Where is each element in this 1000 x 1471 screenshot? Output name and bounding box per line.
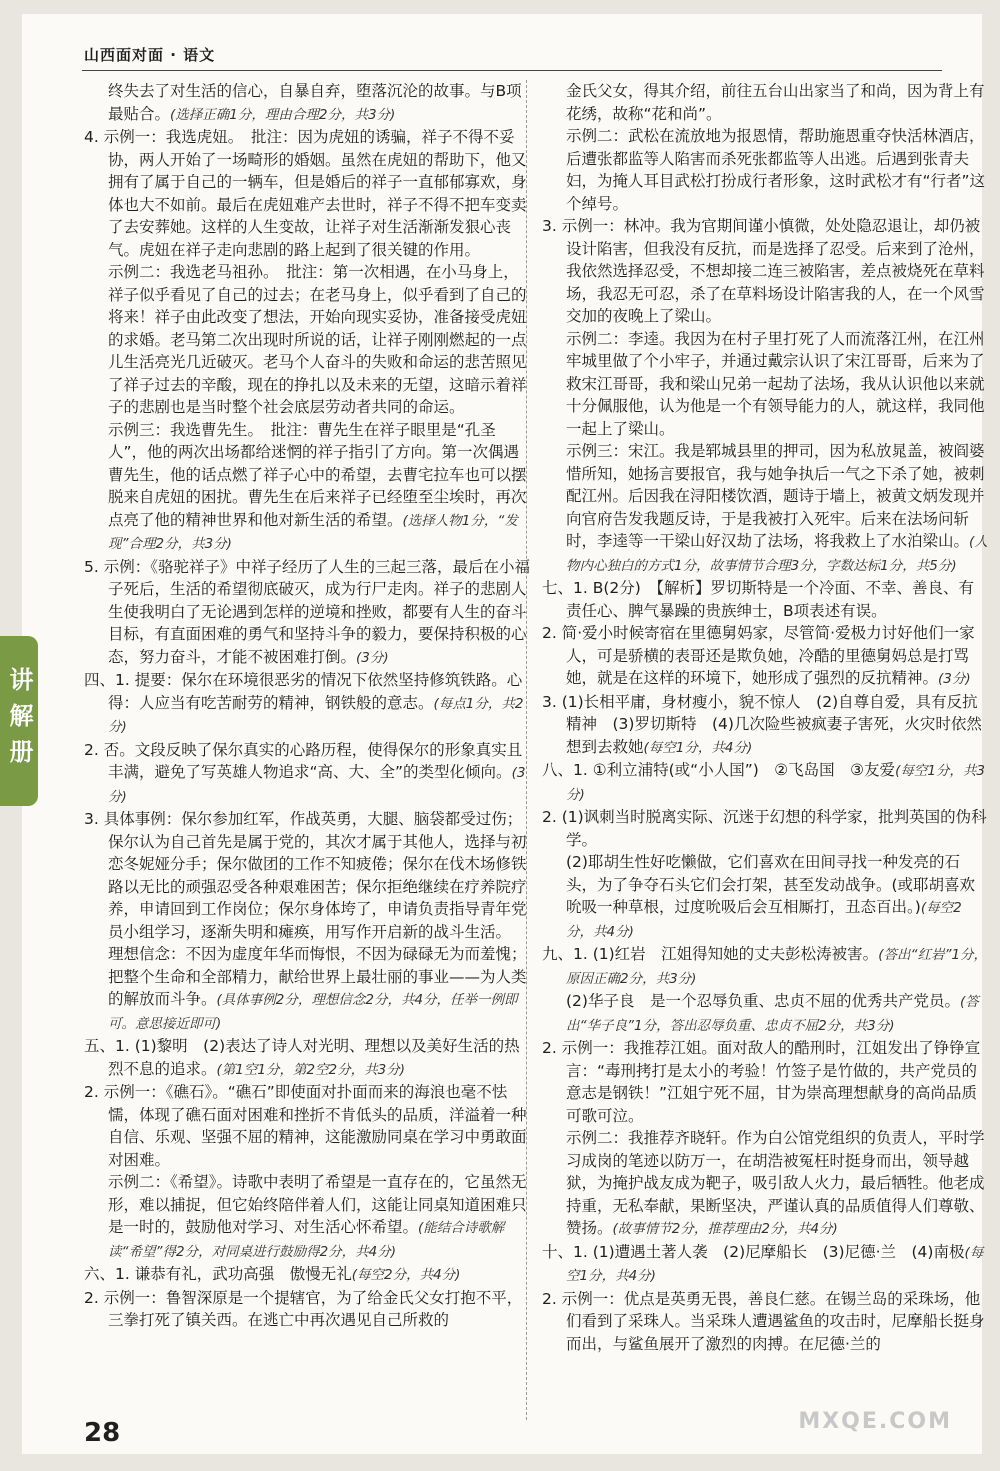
answer-paragraph	[84, 943, 530, 1035]
answer-paragraph	[542, 1037, 988, 1127]
answer-text: 3. 示例一：林冲。我为官期间谨小慎微，处处隐忍退让，却仍被设计陷害，但我没有反抗，而是选择了忍受。后来到了沧州，我依然选择忍受，不想却接二连三被陷害，差点被烧死在草料场，我忍无可忍，杀了在草料场设计陷害我的人，在一个风雪交加的夜晚上了梁山。	[542, 217, 985, 325]
watermark: MXQE.COM	[798, 1409, 952, 1434]
answer-text: 四、1. 提要：保尔在环境很恶劣的情况下依然坚持修筑铁路。心得：人应当有吃苦耐劳的精神，钢铁般的意志。	[84, 671, 523, 712]
answer-paragraph	[84, 80, 530, 126]
answer-text: (2)华子良 是一个忍辱负重、忠贞不屈的优秀共产党员。	[566, 992, 960, 1010]
scoring-note: (3分)	[938, 671, 971, 687]
answer-paragraph	[542, 759, 988, 806]
answer-paragraph	[84, 669, 530, 739]
scoring-note: (答出“红岩”1分，原因正确2分，共3分)	[566, 947, 988, 987]
answer-text: 3. (1)长相平庸，身材瘦小，貌不惊人 (2)自尊自爱，具有反抗精神 (3)罗切斯特 (4)几次险些被疯妻子害死，火灾时依然想到去救她	[542, 692, 982, 756]
answer-text: 示例二：我推荐齐晓轩。作为白公馆党组织的负责人，平时学习成岗的笔迹以防万一，在胡浩被冤枉时挺身而出，领导越狱，为掩护战友成为靶子，吸引敌人火力，最后牺牲。他老成持重，无私奉献，果断坚决，严谨认真的品质值得人们尊敬、赞扬。	[566, 1129, 985, 1237]
right-column	[542, 80, 988, 1355]
answer-paragraph	[542, 80, 988, 125]
scoring-note: (每空1分，共3分)	[566, 763, 986, 803]
answer-text: 七、1. B(2分) 【解析】罗切斯特是一个冷面、不幸、善良、有责任心、脾气暴躁的贵族绅士，B项表述有误。	[542, 579, 975, 620]
answer-text: 示例二：《希望》。诗歌中表明了希望是一直存在的，它虽然无形，难以捕捉，但它始终陪伴着人们，这能让同桌知道困难只是一时的，鼓励他对学习、对生活心怀希望。	[108, 1173, 527, 1236]
scoring-note: (第1空1分，第2空2分，共3分)	[216, 1061, 405, 1078]
scoring-note: (3分)	[356, 649, 389, 666]
side-tab: 讲解册	[0, 636, 38, 806]
page-header: 山西面对面 · 语文	[84, 46, 216, 64]
answer-paragraph	[84, 1263, 530, 1287]
scoring-note: (能结合诗歌解读“希望”得2分，对同桌进行鼓励得2分，共4分)	[108, 1220, 505, 1260]
scoring-note: (故事情节2分，推荐理由2分，共4分)	[612, 1221, 838, 1237]
answer-text: 示例三：我选曹先生。 批注：曹先生在祥子眼里是“孔圣人”，他的两次出场都给迷惘的祥子指引了方向。第一次偶遇曹先生，他的话点燃了祥子心中的希望，去曹宅拉车也可以摆脱来自虎妞的困扰。曹先生在后来祥子已经堕至尘埃时，再次点亮了他的精神世界和他对新生活的希望。	[108, 420, 527, 529]
scoring-note: (具体事例2分，理想信念2分，共4分，任举一例即可。意思接近即可)	[108, 992, 518, 1032]
answer-text: 示例二：我选老马祖孙。 批注：第一次相遇，在小马身上，祥子似乎看见了自己的过去；在老马身上，似乎看到了自己的将来！祥子由此改变了想法，开始向现实妥协，准备接受虎妞的求婚。老马第二次出现时所说的话，让祥子刚刚燃起的一点儿生活亮光几近破灭。老马个人奋斗的失败和命运的悲苦照见了祥子过去的辛酸，现在的挣扎以及未来的无望，这暗示着祥子的悲剧也是当时整个社会底层劳动者共同的命运。	[108, 263, 527, 416]
answer-text: 六、1. 谦恭有礼，武功高强 傲慢无礼	[84, 1265, 352, 1283]
answer-text: 示例二：武松在流放地为报恩情，帮助施恩重夺快活林酒店，后遭张都监等人陷害而杀死张都监等人出逃。后遇到张青夫妇，为掩人耳目武松打扮成行者形象，这时武松才有“行者”这个绰号。	[566, 127, 986, 213]
answer-paragraph	[542, 125, 988, 215]
answer-text: 2. 否。文段反映了保尔真实的心路历程，使得保尔的形象真实且丰满，避免了写英雄人物追求“高、大、全”的类型化倾向。	[84, 740, 523, 781]
scoring-note: (每空2分，共4分)	[566, 900, 962, 940]
answer-paragraph	[84, 808, 530, 943]
scoring-note: (每空1分，共4分)	[566, 1244, 984, 1284]
scoring-note: (每空1分，共4分)	[643, 739, 753, 756]
answer-paragraph	[542, 691, 988, 760]
answer-text: 八、1. ①利立浦特(或“小人国”) ②飞岛国 ③友爱	[542, 761, 896, 779]
answer-text: 4. 示例一：我选虎妞。 批注：因为虎妞的诱骗，祥子不得不妥协，两人开始了一场畸形的婚姻。虽然在虎妞的帮助下，他又拥有了属于自己的一辆车，但是婚后的祥子一直郁郁寡欢，身体也大不如前。最后在虎妞难产去世时，祥子不得不把车变卖了去安葬她。这样的人生变故，让祥子对生活渐渐发狠心丧气。虎妞在祥子走向悲剧的路上起到了很关键的作用。	[84, 128, 527, 259]
answer-text: 2. 示例一：优点是英勇无畏，善良仁慈。在锡兰岛的采珠场，他们看到了采珠人。当采珠人遭遇鲨鱼的攻击时，尼摩船长挺身而出，与鲨鱼展开了激烈的肉搏。在尼德·兰的	[542, 1289, 985, 1353]
answer-text: 金氏父女，得其介绍，前往五台山出家当了和尚，因为背上有花绣，故称“花和尚”。	[566, 82, 985, 123]
answer-paragraph	[84, 126, 530, 261]
answer-text: 五、1. (1)黎明 (2)表达了诗人对光明、理想以及美好生活的热烈不息的追求。	[84, 1037, 520, 1078]
answer-text: 十、1. (1)遭遇土著人袭 (2)尼摩船长 (3)尼德·兰 (4)南极	[542, 1242, 965, 1261]
header-rule	[82, 70, 942, 71]
answer-paragraph	[542, 328, 988, 441]
answer-text: 终失去了对生活的信心，自暴自弃，堕落沉沦的故事。与B项最贴合。	[108, 82, 522, 123]
scoring-note: (人物内心独白的方式1分，故事情节合理3分，字数达标1分，共5分)	[566, 534, 988, 574]
scoring-note: (选择人物1分，“发现”合理2分，共3分)	[108, 512, 518, 552]
answer-paragraph	[542, 1241, 988, 1288]
answer-text: 2. 示例一：《礁石》。“礁石”即使面对扑面而来的海浪也毫不怯懦，体现了礁石面对困难和挫折不肯低头的品质，洋溢着一种自信、乐观、坚强不屈的精神，这能激励同桌在学习中勇敢面对困难。	[84, 1083, 527, 1169]
answer-paragraph	[84, 739, 530, 809]
column-divider	[526, 80, 527, 1420]
answer-paragraph	[542, 1288, 988, 1356]
answer-paragraph	[542, 943, 988, 990]
answer-text: 示例二：李逵。我因为在村子里打死了人而流落江州，在江州牢城里做了个小牢子，并通过戴宗认识了宋江哥哥，后来为了救宋江哥哥，我和梁山兄弟一起劫了法场，我从认识他以来就十分佩服他，认为他是一个有领导能力的人，就这样，我同他一起上了梁山。	[566, 329, 985, 438]
scoring-note: (每空2分，共4分)	[351, 1267, 461, 1283]
answer-text: 2. 示例一：鲁智深原是一个提辖官，为了给金氏父女打抱不平，三拳打死了镇关西。在逃亡中再次遇见自己所救的	[84, 1288, 523, 1329]
answer-paragraph	[542, 990, 988, 1037]
answer-text: 九、1. (1)红岩 江姐得知她的丈夫彭松涛被害。	[542, 945, 879, 963]
answer-text: 5. 示例：《骆驼祥子》中祥子经历了人生的三起三落，最后在小福子死后，生活的希望彻底破灭，成为行尸走肉。祥子的悲剧人生使我明白了无论遇到怎样的逆境和挫败，都要有人生的奋斗目标，有直面困难的勇气和坚持斗争的毅力，要保持积极的心态，努力奋斗，才能不被困难打倒。	[84, 557, 530, 666]
answer-paragraph	[84, 1035, 530, 1081]
answer-text: (2)耶胡生性好吃懒做，它们喜欢在田间寻找一种发亮的石头，为了争夺石头它们会打架，甚至发动战争。(或耶胡喜欢吮吸一种草根，过度吮吸后会互相厮打，丑态百出。)	[566, 853, 976, 916]
answer-paragraph	[84, 261, 530, 419]
scoring-note: (每点1分，共2分)	[108, 695, 524, 735]
answer-text: 2. (1)讽刺当时脱离实际、沉迷于幻想的科学家，批判英国的伪科学。	[542, 808, 987, 849]
answer-paragraph	[84, 1287, 530, 1332]
answer-paragraph	[542, 806, 988, 851]
page-number: 28	[84, 1418, 121, 1448]
answer-paragraph	[542, 577, 988, 622]
answer-paragraph	[84, 1171, 530, 1263]
answer-text: 2. 简·爱小时候寄宿在里德舅妈家，尽管简·爱极力讨好他们一家人，可是骄横的表哥还是欺负她，冷酷的里德舅妈总是打骂她，就是在这样的环境下，她形成了强烈的反抗精神。	[542, 624, 975, 687]
answer-paragraph	[542, 622, 988, 691]
scoring-note: (3分)	[108, 765, 526, 805]
answer-paragraph	[84, 1081, 530, 1171]
answer-paragraph	[542, 440, 988, 577]
answer-paragraph	[542, 215, 988, 328]
answer-paragraph	[84, 419, 530, 556]
scoring-note: (选择正确1分，理由合理2分，共3分)	[170, 106, 396, 123]
answer-text: 理想信念：不因为虚度年华而悔恨，不因为碌碌无为而羞愧；把整个生命和全部精力，献给世界上最壮丽的事业——为人类的解放而斗争。	[108, 945, 527, 1008]
answer-text: 2. 示例一：我推荐江姐。面对敌人的酷刑时，江姐发出了铮铮宣言：“毒刑拷打是太小的考验！竹签子是竹做的，共产党员的意志是钢铁！”江姐宁死不屈，甘为崇高理想献身的高尚品质可歌可泣。	[542, 1039, 981, 1125]
answer-text: 示例三：宋江。我是郓城县里的押司，因为私放晁盖，被阎婆惜所知，她扬言要报官，我与她争执后一气之下杀了她，被刺配江州。后因我在浔阳楼饮酒，题诗于墙上，被黄文炳发现并向官府告发我题反诗，于是我被打入死牢。后来在法场问斩时，李逵等一干梁山好汉劫了法场，将我救上了水泊梁山。	[566, 442, 985, 550]
answer-paragraph	[84, 556, 530, 670]
answer-text: 3. 具体事例：保尔参加红军，作战英勇，大腿、脑袋都受过伤；保尔认为自己首先是属于党的，其次才属于其他人，选择与初恋冬妮娅分手；保尔做团的工作不知疲倦；保尔在伐木场修铁路以无比的顽强忍受各种艰难困苦；保尔拒绝继续在疗养院疗养，申请回到工作岗位；保尔身体垮了，申请负责指导青年党员小组学习，逐渐失明和瘫痪，用写作开启新的战斗生活。	[84, 810, 527, 941]
page	[22, 14, 988, 1454]
answer-paragraph	[542, 1127, 988, 1241]
left-column	[84, 80, 530, 1332]
scoring-note: (答出“华子良”1分，答出忍辱负重、忠贞不屈2分，共3分)	[566, 994, 979, 1034]
answer-paragraph	[542, 851, 988, 943]
